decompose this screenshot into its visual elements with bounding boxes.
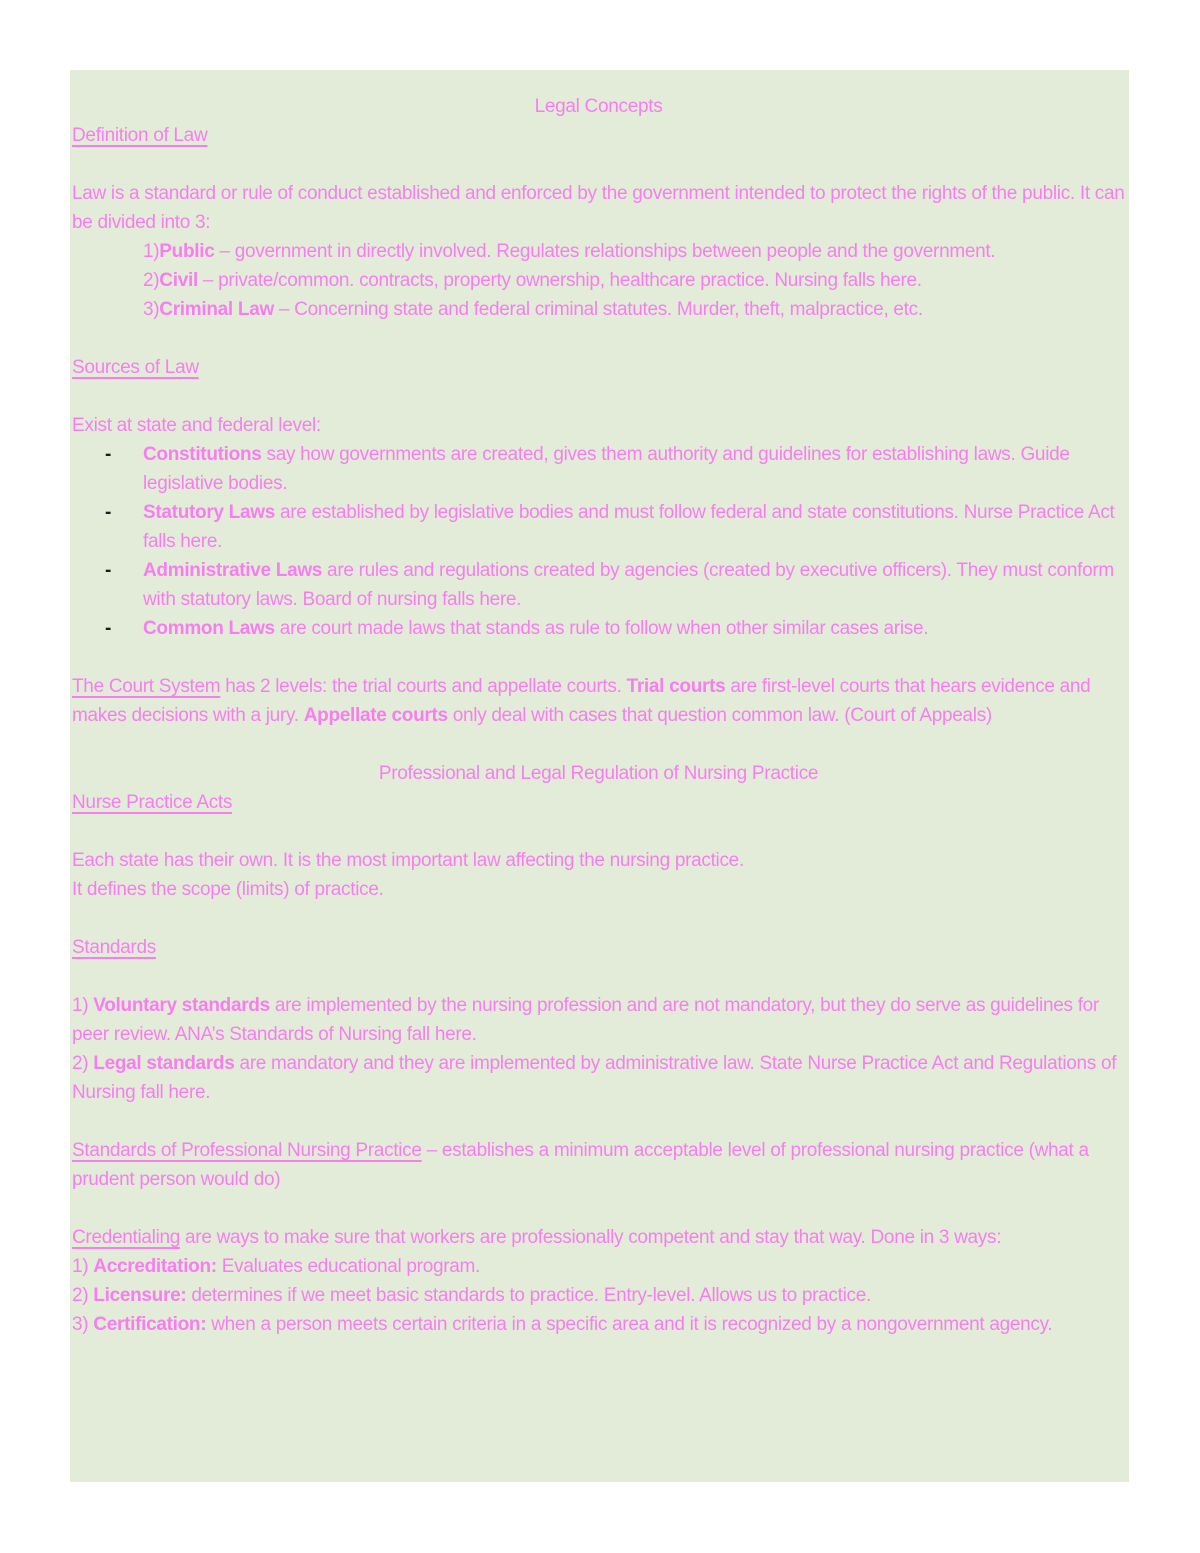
blank-line <box>72 730 1125 759</box>
dash-bullet-icon: - <box>105 560 112 581</box>
dash-bullet-icon: - <box>105 444 112 465</box>
text-run: are rules and regulations created by agencies (created by executive officers). They must conform with statutory laws. Board of nursing falls here. <box>143 560 1114 610</box>
paragraph <box>72 1310 1125 1339</box>
text-run: 1) <box>72 995 94 1016</box>
paragraph <box>72 1252 1125 1281</box>
text-run: Each state has their own. It is the most important law affecting the nursing practice. <box>72 850 744 871</box>
text-run: The Court System <box>72 676 221 697</box>
text-run: – private/common. contracts, property ownership, healthcare practice. Nursing falls here. <box>197 270 922 291</box>
text-run: Credentialing <box>72 1227 181 1248</box>
dash-bullet-icon: - <box>105 502 112 523</box>
dash-bullet-icon: - <box>105 618 112 639</box>
text-run: Statutory Laws <box>143 502 275 523</box>
text-run: 2) <box>72 1285 94 1306</box>
bullet-item <box>105 498 1125 556</box>
section-heading <box>72 788 1125 817</box>
text-run: Sources of Law <box>72 357 199 378</box>
blank-line <box>72 962 1125 991</box>
text-run: 1) <box>143 241 160 262</box>
blank-line <box>72 817 1125 846</box>
text-run: are established by legislative bodies and must follow federal and state constitutions. Nurse Practice Act falls here. <box>143 502 1115 552</box>
bullet-item <box>105 556 1125 614</box>
paragraph <box>72 1049 1125 1107</box>
text-run: are ways to make sure that workers are professionally competent and stay that way. Done in 3 ways: <box>180 1227 1002 1248</box>
text-run: Accreditation: <box>93 1256 217 1277</box>
text-run: when a person meets certain criteria in a specific area and it is recognized by a nongovernment agency. <box>206 1314 1053 1335</box>
blank-line <box>72 643 1125 672</box>
text-run: Legal Concepts <box>534 96 663 117</box>
paragraph <box>72 1136 1125 1194</box>
text-run: has 2 levels: the trial courts and appellate courts. <box>220 676 627 697</box>
bullet-text <box>143 614 1125 643</box>
text-run: are mandatory and they are implemented by administrative law. State Nurse Practice Act and Regulations of Nursing fall here. <box>72 1053 1117 1103</box>
numbered-item <box>143 266 1125 295</box>
bullet-item <box>105 440 1125 498</box>
text-run: – Concerning state and federal criminal statutes. Murder, theft, malpractice, etc. <box>273 299 923 320</box>
text-run: Civil <box>159 270 198 291</box>
text-run: determines if we meet basic standards to practice. Entry-level. Allows us to practice. <box>186 1285 871 1306</box>
blank-line <box>72 904 1125 933</box>
paragraph <box>72 1281 1125 1310</box>
text-run: Legal standards <box>93 1053 235 1074</box>
blank-line <box>72 1194 1125 1223</box>
text-run: 3) <box>72 1314 94 1335</box>
text-run: 1) <box>72 1256 94 1277</box>
section-title <box>72 759 1125 788</box>
section-heading <box>72 933 1125 962</box>
text-run: – establishes a minimum acceptable level of professional nursing practice (what a prudent person would do) <box>72 1140 1089 1190</box>
text-run: – government in directly involved. Regulates relationships between people and the government. <box>214 241 996 262</box>
blank-line <box>72 1107 1125 1136</box>
bullet-text <box>143 498 1125 556</box>
text-run: It defines the scope (limits) of practice. <box>72 879 384 900</box>
bullet-item <box>105 614 1125 643</box>
document-title <box>72 92 1125 121</box>
section-heading <box>72 121 1125 150</box>
text-run: are court made laws that stands as rule to follow when other similar cases arise. <box>274 618 929 639</box>
text-run: Common Laws <box>143 618 275 639</box>
numbered-item <box>143 237 1125 266</box>
text-run: Criminal Law <box>159 299 274 320</box>
text-run: Licensure: <box>93 1285 187 1306</box>
text-run: say how governments are created, gives them authority and guidelines for establishing laws. Guide legislative bodies. <box>143 444 1070 494</box>
text-run: 2) <box>72 1053 94 1074</box>
text-run: Administrative Laws <box>143 560 323 581</box>
document-page <box>70 70 1129 1482</box>
paragraph <box>72 1223 1125 1252</box>
text-run: 2) <box>143 270 160 291</box>
text-run: Standards of Professional Nursing Practice <box>72 1140 422 1161</box>
text-run: Nurse Practice Acts <box>72 792 233 813</box>
text-run: Standards <box>72 937 156 958</box>
text-run: Trial courts <box>626 676 726 697</box>
numbered-item <box>143 295 1125 324</box>
text-run: Certification: <box>93 1314 207 1335</box>
text-run: 3) <box>143 299 160 320</box>
blank-line <box>72 382 1125 411</box>
paragraph <box>72 179 1125 237</box>
paragraph <box>72 846 1125 875</box>
blank-line <box>72 324 1125 353</box>
text-run: Law is a standard or rule of conduct established and enforced by the government intended to protect the rights of the public. It can be divided into 3: <box>72 183 1125 233</box>
blank-line <box>72 150 1125 179</box>
paragraph <box>72 672 1125 730</box>
paragraph <box>72 411 1125 440</box>
bullet-text <box>143 556 1125 614</box>
text-run: are first-level courts that hears evidence and makes decisions with a jury. <box>72 676 1091 726</box>
text-run: Evaluates educational program. <box>216 1256 481 1277</box>
text-run: Professional and Legal Regulation of Nursing Practice <box>378 763 819 784</box>
section-heading <box>72 353 1125 382</box>
text-run: Public <box>159 241 215 262</box>
text-run: Definition of Law <box>72 125 208 146</box>
text-run: only deal with cases that question common law. (Court of Appeals) <box>447 705 992 726</box>
bullet-text <box>143 440 1125 498</box>
text-run: Voluntary standards <box>93 995 270 1016</box>
text-run: Constitutions <box>143 444 262 465</box>
text-run: are implemented by the nursing profession and are not mandatory, but they do serve as guidelines for peer review. ANA’s Standards of Nursing fall here. <box>72 995 1099 1045</box>
text-run: Appellate courts <box>303 705 448 726</box>
paragraph <box>72 991 1125 1049</box>
text-run: Exist at state and federal level: <box>72 415 321 436</box>
paragraph <box>72 875 1125 904</box>
